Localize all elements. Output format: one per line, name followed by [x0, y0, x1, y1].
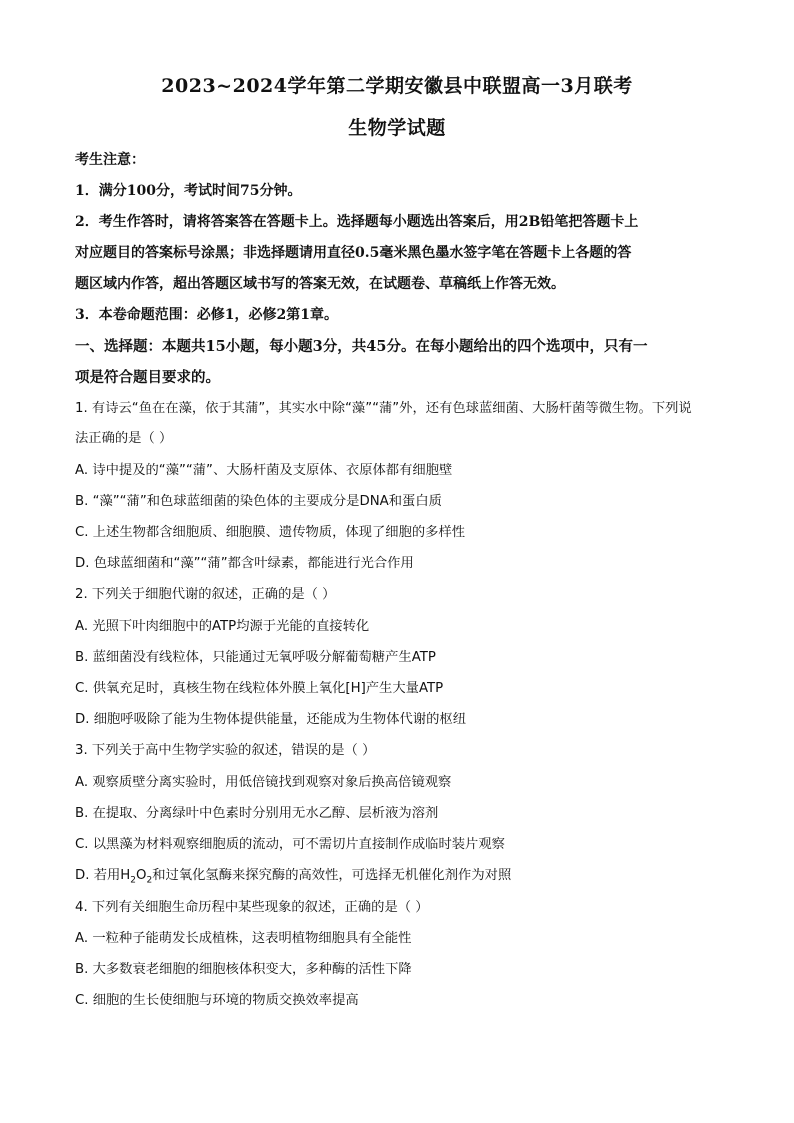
- notice-item-1: 1．满分100分，考试时间75分钟。: [75, 183, 302, 199]
- q4-stem: 4. 下列有关细胞生命历程中某些现象的叙述，正确的是（ ）: [75, 900, 429, 915]
- q2-option-c: C. 供氧充足时，真核生物在线粒体外膜上氧化[H]产生大量ATP: [75, 681, 444, 696]
- q2-option-d: D. 细胞呼吸除了能为生物体提供能量，还能成为生物体代谢的枢纽: [75, 712, 467, 727]
- notice-item-3: 3．本卷命题范围：必修1，必修2第1章。: [75, 307, 338, 323]
- q2-stem: 2. 下列关于细胞代谢的叙述，正确的是（ ）: [75, 587, 336, 602]
- q3-option-d-mid: O: [136, 868, 147, 883]
- q3-option-d: [75, 866, 725, 886]
- exam-title: 2023~2024学年第二学期安徽县中联盟高一3月联考: [161, 75, 633, 97]
- q1-option-d: D. 色球蓝细菌和“藻”“蒲”都含叶绿素，都能进行光合作用: [75, 556, 414, 571]
- q3-option-d-sub-1: 2: [130, 875, 137, 886]
- notice-heading: 考生注意：: [75, 152, 145, 168]
- notice-item-2: 2．考生作答时，请将答案答在答题卡上。选择题每小题选出答案后，用2B铅笔把答题卡上: [75, 214, 639, 230]
- q3-option-d-sub-2: 2: [146, 875, 153, 886]
- q2-option-a: A. 光照下叶肉细胞中的ATP均源于光能的直接转化: [75, 619, 370, 634]
- notice-item-2-cont-1: 对应题目的答案标号涂黑；非选择题请用直径0.5毫米黑色墨水签字笔在答题卡上各题的答: [75, 245, 632, 261]
- q1-option-c: C. 上述生物都含细胞质、细胞膜、遗传物质，体现了细胞的多样性: [75, 525, 466, 540]
- notice-item-2-cont-2: 题区域内作答，超出答题区域书写的答案无效，在试题卷、草稿纸上作答无效。: [75, 276, 565, 292]
- q3-option-a: A. 观察质壁分离实验时，用低倍镜找到观察对象后换高倍镜观察: [75, 775, 452, 790]
- q2-option-b: B. 蓝细菌没有线粒体，只能通过无氧呼吸分解葡萄糖产生ATP: [75, 650, 436, 665]
- q4-option-c: C. 细胞的生长使细胞与环境的物质交换效率提高: [75, 993, 359, 1008]
- q1-stem-line-2: 法正确的是（ ）: [75, 431, 173, 446]
- q1-option-b: B. “藻”“蒲”和色球蓝细菌的染色体的主要成分是DNA和蛋白质: [75, 494, 442, 509]
- exam-subtitle: 生物学试题: [348, 117, 446, 139]
- q3-option-c: C. 以黑藻为材料观察细胞质的流动，可不需切片直接制作成临时装片观察: [75, 837, 505, 852]
- q4-option-b: B. 大多数衰老细胞的细胞核体积变大，多种酶的活性下降: [75, 962, 412, 977]
- section-heading-line-2: 项是符合题目要求的。: [75, 369, 220, 386]
- q1-stem-line-1: 1. 有诗云“鱼在在藻，依于其蒲”，其实水中除“藻”“蒲”外，还有色球蓝细菌、大肠杆菌等微生物。下列说: [75, 401, 692, 416]
- q3-option-b: B. 在提取、分离绿叶中色素时分别用无水乙醇、层析液为溶剂: [75, 806, 439, 821]
- q1-option-a: A. 诗中提及的“藻”“蒲”、大肠杆菌及支原体、衣原体都有细胞壁: [75, 463, 453, 478]
- q3-stem: 3. 下列关于高中生物学实验的叙述，错误的是（ ）: [75, 743, 376, 758]
- q4-option-a: A. 一粒种子能萌发长成植株，这表明植物细胞具有全能性: [75, 931, 412, 946]
- section-heading-line-1: 一、选择题：本题共15小题，每小题3分，共45分。在每小题给出的四个选项中，只有一: [75, 338, 648, 355]
- q3-option-d-post: 和过氧化氢酶来探究酶的高效性，可选择无机催化剂作为对照: [152, 868, 512, 883]
- q3-option-d-pre: D. 若用H: [75, 868, 131, 883]
